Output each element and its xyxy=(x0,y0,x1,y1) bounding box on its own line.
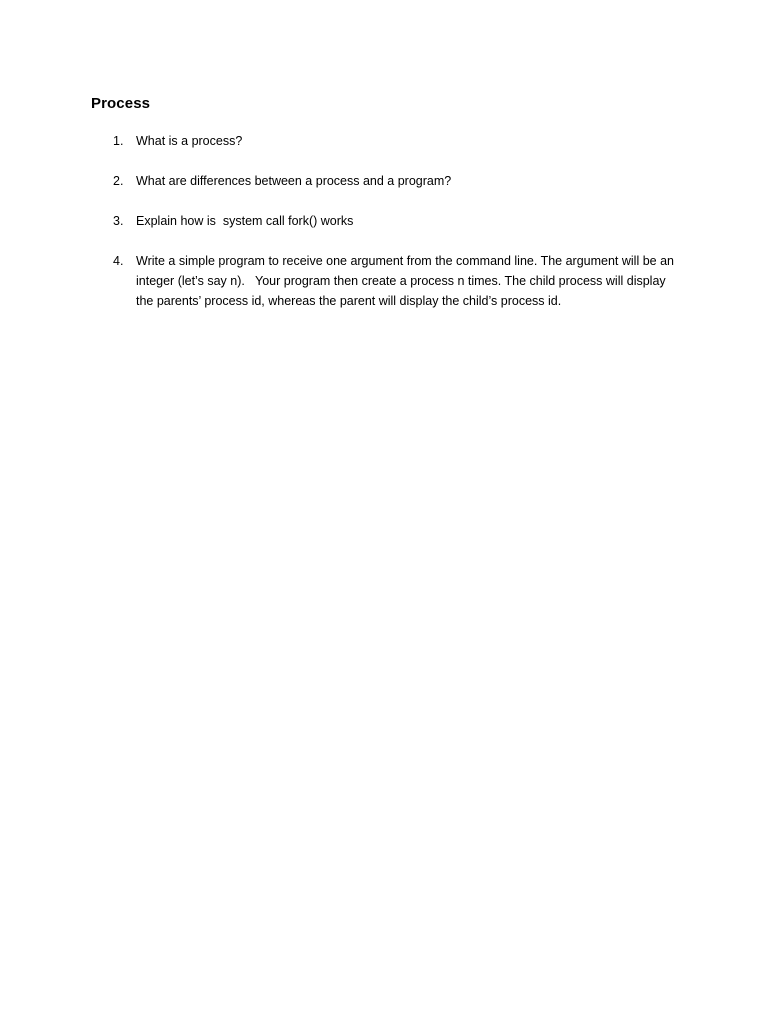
question-number: 4. xyxy=(113,254,124,268)
question-number: 2. xyxy=(113,174,124,188)
question-item xyxy=(113,131,683,151)
question-list xyxy=(113,131,683,331)
question-text: Explain how is system call fork() works xyxy=(136,214,354,228)
question-item xyxy=(113,251,683,311)
question-number: 3. xyxy=(113,214,124,228)
question-text: Write a simple program to receive one argument from the command line. The argument will be an integer (let’s say n). Your program then create a process n times. The child process will display the parents’ process id, whereas the parent will display the child’s process id. xyxy=(136,254,678,308)
question-number: 1. xyxy=(113,134,124,148)
question-text: What is a process? xyxy=(136,134,243,148)
question-item xyxy=(113,171,683,191)
question-text: What are differences between a process and a program? xyxy=(136,174,452,188)
document-title: Process xyxy=(91,95,151,112)
question-item xyxy=(113,211,683,231)
